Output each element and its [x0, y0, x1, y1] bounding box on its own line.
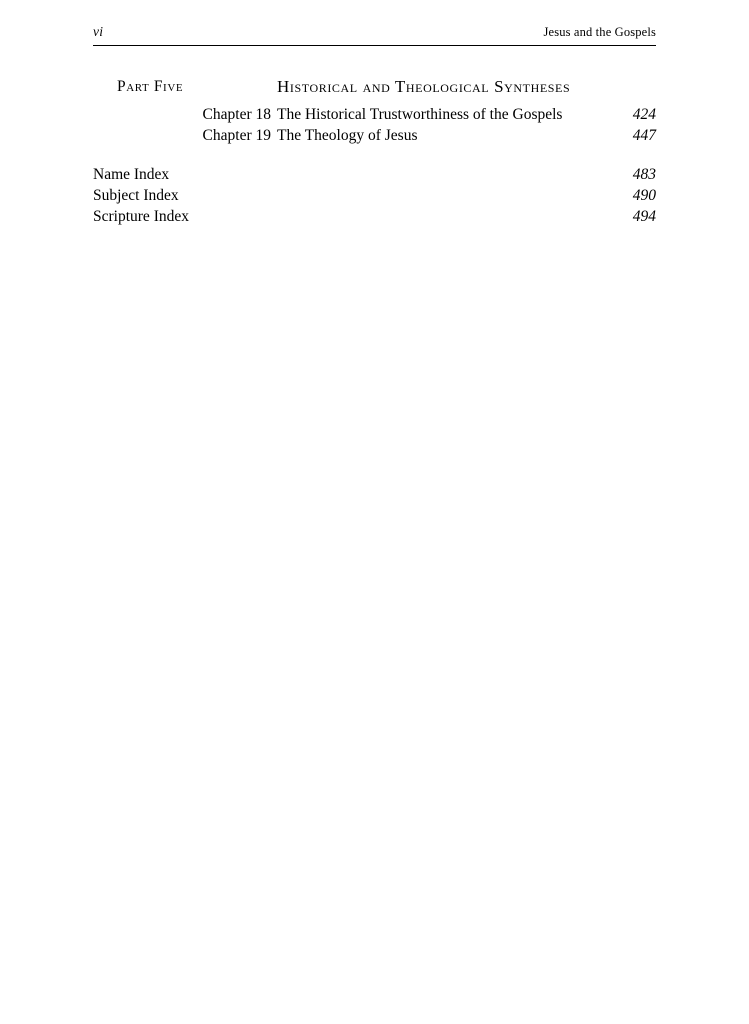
index-list	[93, 166, 656, 229]
running-header	[93, 24, 656, 46]
list-item	[93, 187, 656, 208]
index-label: Scripture Index	[93, 208, 189, 225]
part-label: Part Five	[117, 78, 184, 95]
chapter-number: Chapter 18	[202, 106, 271, 123]
list-item	[93, 208, 656, 229]
toc-row	[93, 127, 656, 148]
chapter-title: The Historical Trustworthiness of the Gospels	[277, 106, 563, 123]
list-item	[93, 166, 656, 187]
index-label: Name Index	[93, 166, 170, 183]
table-of-contents	[93, 106, 656, 148]
index-page-number: 490	[632, 187, 656, 204]
index-label: Subject Index	[93, 187, 179, 204]
header-rule	[93, 45, 656, 46]
book-title: Jesus and the Gospels	[543, 25, 656, 39]
toc-row	[93, 106, 656, 127]
page-folio: vi	[93, 24, 104, 39]
chapter-page-number: 447	[632, 127, 656, 144]
index-page-number: 494	[632, 208, 656, 225]
chapter-page-number: 424	[632, 106, 656, 123]
part-title: Historical and Theological Syntheses	[277, 77, 571, 96]
chapter-number: Chapter 19	[202, 127, 271, 144]
index-page-number: 483	[632, 166, 656, 183]
chapter-title: The Theology of Jesus	[277, 127, 418, 144]
part-heading	[93, 78, 656, 100]
